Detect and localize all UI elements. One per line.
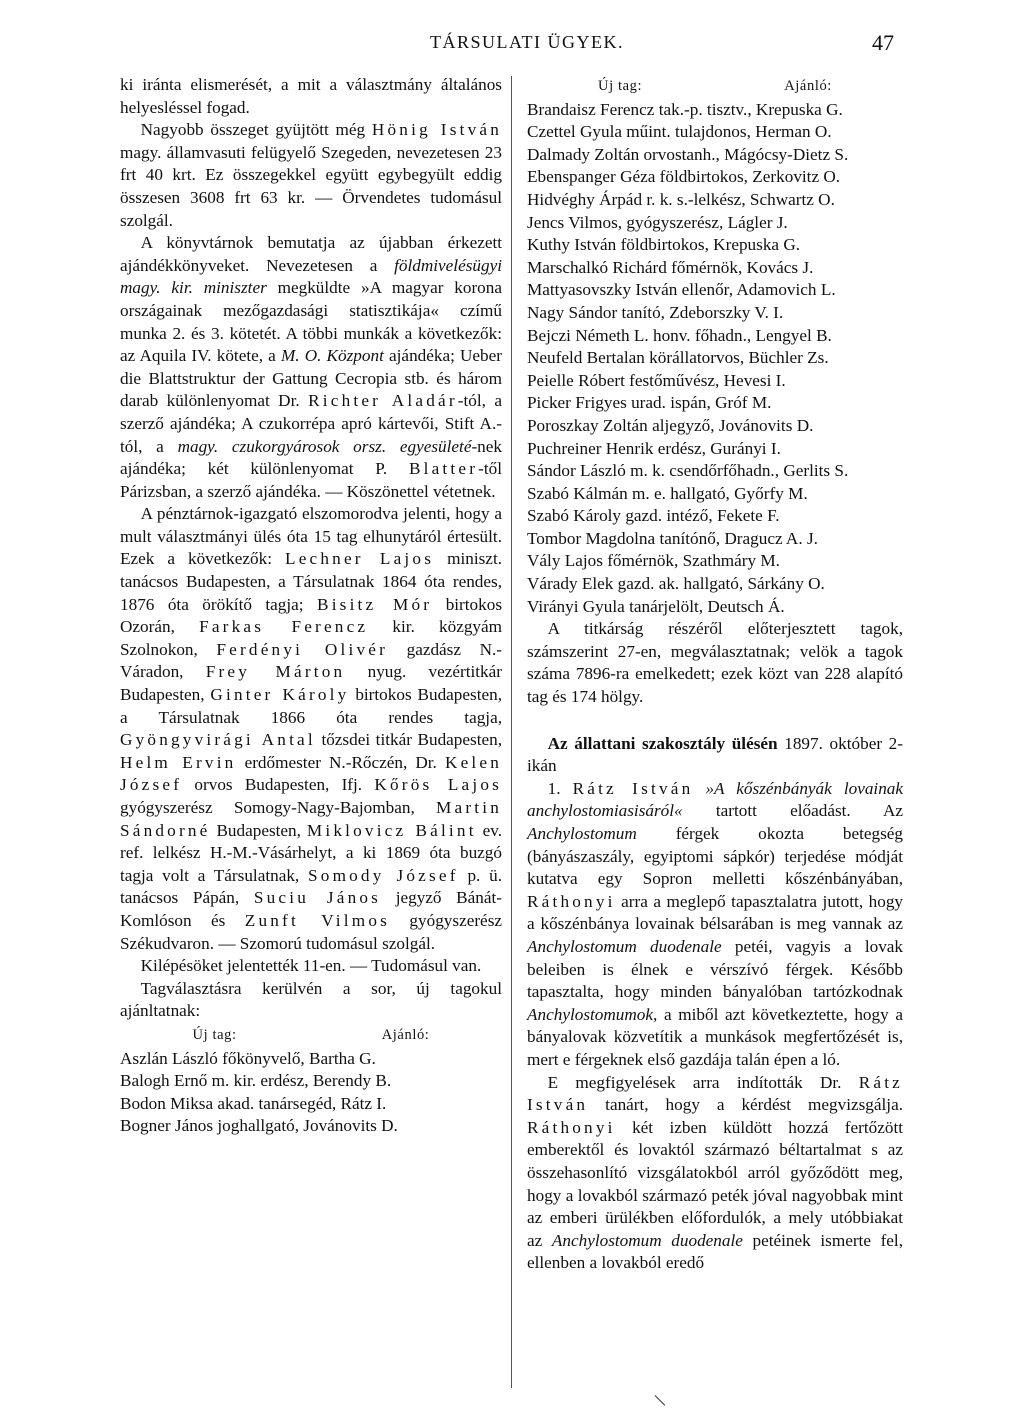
list-item: Virányi Gyula tanárjelölt, Deutsch Á.: [527, 596, 785, 616]
list-item: Szabó Károly gazd. intéző, Fekete F.: [527, 506, 780, 526]
person-name: Farkas Ferencz: [199, 617, 369, 637]
italic-text: M. O. Központ: [280, 346, 384, 366]
right-column: [527, 74, 903, 1275]
italic-text: Anchylostomumok: [527, 1004, 654, 1024]
list-item: Jencs Vilmos, gyógyszerész, Lágler J.: [527, 212, 788, 232]
list-item: Nagy Sándor tanító, Zdeborszky V. I.: [527, 302, 784, 322]
paragraph: E megfigyelések arra indították Dr. Rátz István tanárt, hogy a kérdést megvizsgálja. Ráthonyi két izben küldött hozzá fertőzött emberektől és lovaktól származó béltartalmat s az összehasonlító vizsgálatokból arról győződött meg, hogy a lovakból származó peték jóval nagyobbak mint az emberi ürülékben előfordulók, a mely utóbbiakat az Anchylostomum duodenale petéinek ismerte fel, ellenben a lovakból eredő: [527, 1072, 904, 1273]
column-header-new-member: Új tag:: [598, 78, 643, 94]
list-item: Poroszkay Zoltán aljegyző, Jovánovits D.: [527, 415, 814, 435]
member-table-header: [120, 1024, 502, 1047]
person-name: Miklovicz Bálint: [306, 820, 477, 840]
person-name: Blatter: [408, 459, 479, 479]
list-item: Peielle Róbert festőművész, Hevesi I.: [527, 370, 786, 390]
person-name: Rátz István: [527, 1072, 904, 1115]
column-header-recommender: Ajánló:: [381, 1026, 430, 1043]
person-name: Ginter Károly: [210, 685, 350, 705]
paragraph: ki iránta elismerését, a mit a választmány általános helyesléssel fogad.: [120, 75, 502, 117]
person-name: Bisitz Mór: [317, 594, 433, 614]
paragraph: Kilépésöket jelentették 11-en. — Tudomásul van.: [140, 956, 482, 976]
person-name: Zunft Vilmos: [244, 910, 391, 930]
person-name: Ferdényi Olivér: [216, 639, 389, 659]
list-item: Czettel Gyula műint. tulajdonos, Herman O.: [527, 122, 832, 142]
list-item: Tombor Magdolna tanítónő, Dragucz A. J.: [527, 528, 818, 548]
page-header: [0, 30, 1024, 60]
person-name: Gyöngyvirági Antal: [120, 730, 316, 750]
italic-text: Anchylostomum duodenale: [527, 936, 722, 956]
paragraph: Tagválasztásra kerülvén a sor, új tagokul ajánltatnak:: [120, 978, 502, 1021]
left-column: [120, 74, 502, 1138]
list-item: Balogh Ernő m. kir. erdész, Berendy B.: [120, 1071, 392, 1091]
list-item: Bogner János joghallgató, Jovánovits D.: [120, 1116, 398, 1136]
italic-text: földmivelésügyi magy. kir. miniszter: [120, 255, 502, 298]
person-name: Frey Márton: [205, 662, 346, 682]
italic-text: Anchylostomum duodenale: [551, 1230, 743, 1250]
list-item: Várady Elek gazd. ak. hallgató, Sárkány O.: [527, 574, 825, 594]
list-item: Hidvéghy Árpád r. k. s.-lelkész, Schwartz O.: [527, 189, 835, 209]
list-item: Bodon Miksa akad. tanársegéd, Rátz I.: [120, 1093, 387, 1113]
person-name: Kelen József: [120, 752, 502, 795]
running-head: TÁRSULATI ÜGYEK.: [430, 32, 624, 52]
list-item: Neufeld Bertalan körállatorvos, Büchler Zs.: [527, 348, 829, 368]
paragraph: Nagyobb összeget gyüjtött még Hönig István magy. államvasuti felügyelő Szegeden, nevezetesen 23 frt 40 krt. Ez összegekkel együtt egybegyült eddig összesen 3608 frt 63 kr. — Örvendetes tudomásul szolgál.: [120, 120, 503, 230]
italic-text: Anchylostomum: [527, 824, 637, 843]
person-name: Kőrös Lajos: [374, 775, 503, 795]
list-item: Vály Lajos főmérnök, Szathmáry M.: [527, 551, 780, 571]
list-item: Ebenspanger Géza földbirtokos, Zerkovitz O.: [527, 167, 841, 187]
person-name: Somody József: [308, 865, 459, 885]
stray-pen-mark: [655, 1395, 666, 1406]
list-item: Brandaisz Ferencz tak.-p. tisztv., Krepuska G.: [527, 99, 843, 119]
list-item: Puchreiner Henrik erdész, Gurányi I.: [527, 438, 781, 458]
list-item: Mattyasovszky István ellenőr, Adamovich L.: [527, 280, 836, 300]
person-name: Richter Aladár: [308, 391, 458, 411]
section-heading: Az állattani szakosztály ülésén 1897. október 2-ikán: [527, 733, 903, 776]
list-item: Kuthy István földbirtokos, Krepuska G.: [527, 235, 801, 255]
paragraph: A könyvtárnok bemutatja az újabban érkezett ajándékkönyveket. Nevezetesen a földmivelésügyi magy. kir. miniszter megküldte »A magyar korona országainak mezőgazdasági statisztikája« czímű munka 2. és 3. kötetét. A többi munkák a következők: az Aquila IV. kötete, a M. O. Központ ajándéka; Ueber die Blattstruktur der Gattung Cecropia stb. és három darab különlenyomat Dr. Richter Aladár-tól, a szerző ajándéka; A czukorrépa apró kártevői, Stift A.-tól, a magy. czukorgyárosok orsz. egyesületé-nek ajándéka; két különlenyomat P. Blatter-től Párizsban, a szerző ajándéka. — Köszönettel vétetnek.: [120, 233, 503, 501]
page-number: 47: [872, 30, 894, 55]
list-item: Bejczi Németh L. honv. főhadn., Lengyel B.: [527, 325, 832, 345]
paragraph: A titkárság részéről előterjesztett tagok, számszerint 27-en, megválasztatnak; velök a tagok száma 7896-ra emelkedett; ezek közt van 228 alapító tag és 174 hölgy.: [527, 619, 903, 707]
person-name: Suciu János: [253, 888, 382, 908]
list-item: Aszlán László főkönyvelő, Bartha G.: [120, 1048, 376, 1068]
list-item: Szabó Kálmán m. e. hallgató, Győrfy M.: [527, 483, 808, 503]
list-item: Picker Frigyes urad. ispán, Gróf M.: [527, 393, 772, 413]
person-name: Lechner Lajos: [285, 549, 435, 569]
person-name: Hönig István: [371, 120, 503, 140]
column-header-recommender: Ajánló:: [784, 78, 832, 94]
person-name: Rátz István: [572, 778, 694, 798]
list-item: Marschalkó Richárd főmérnök, Kovács J.: [527, 257, 814, 277]
person-name: Ráthonyi: [527, 891, 616, 911]
column-header-new-member: Új tag:: [192, 1026, 237, 1043]
person-name: Ráthonyi: [527, 1117, 616, 1137]
italic-text: magy. czukorgyárosok orsz. egyesületé: [177, 436, 472, 456]
person-name: Martin Sándorné: [120, 798, 502, 840]
member-table-header: [527, 75, 903, 98]
list-item: Sándor László m. k. csendőrfőhadn., Gerlits S.: [527, 461, 849, 481]
list-item: Dalmady Zoltán orvostanh., Mágócsy-Dietz S.: [527, 144, 849, 164]
person-name: Helm Ervin: [120, 752, 237, 772]
column-divider: [511, 76, 512, 1388]
italic-text: »A kőszénbányák lovainak anchylostomiasisáról«: [527, 778, 904, 821]
paragraph: 1. Rátz István »A kőszénbányák lovainak anchylostomiasisáról« tartott előadást. Az Anchylostomum férgek okozta betegség (bányászaszály, egyiptomi sápkór) terjedése módját kutatva egy Sopron melletti kőszénbányában, Ráthonyi arra a meglepő tapasztalatra jutott, hogy a kőszénbánya lovainak bélsarában is meg vannak az Anchylostomum duodenale petéi, vagyis a lovak beleiben is élnek e vérszívó férgek. Később tapasztalta, hogy minden bányalóban tartózkodnak Anchylostomumok, a miből azt következtette, hogy a bányalovak közvetítik a munkások megfertőzését is, mert e férgeknek első gazdája talán épen a ló.: [527, 778, 904, 1069]
paragraph: A pénztárnok-igazgató elszomorodva jelenti, hogy a mult választmányi ülés óta 15 tag elhunytáról értesült. Ezek a következők: Lechner Lajos miniszt. tanácsos Budapesten, a Társulatnak 1864 óta rendes, 1876 óta örökítő tagja; Bisitz Mór birtokos Ozorán, Farkas Ferencz kir. közgyám Szolnokon, Ferdényi Olivér gazdász N.-Váradon, Frey Márton nyug. vezértitkár Budapesten, Ginter Károly birtokos Budapesten, a Társulatnak 1866 óta rendes tagja, Gyöngyvirági Antal tőzsdei titkár Budapesten, Helm Ervin erdőmester N.-Rőczén, Dr. Kelen József orvos Budapesten, Ifj. Kőrös Lajos gyógyszerész Somogy-Nagy-Bajomban, Martin Sándorné Budapesten, Miklovicz Bálint ev. ref. lelkész H.-M.-Vásárhelyt, a ki 1869 óta buzgó tagja volt a Társulatnak, Somody József p. ü. tanácsos Pápán, Suciu János jegyző Bánát-Komlóson és Zunft Vilmos gyógyszerész Székudvaron. — Szomorú tudomásul szolgál.: [120, 504, 503, 953]
